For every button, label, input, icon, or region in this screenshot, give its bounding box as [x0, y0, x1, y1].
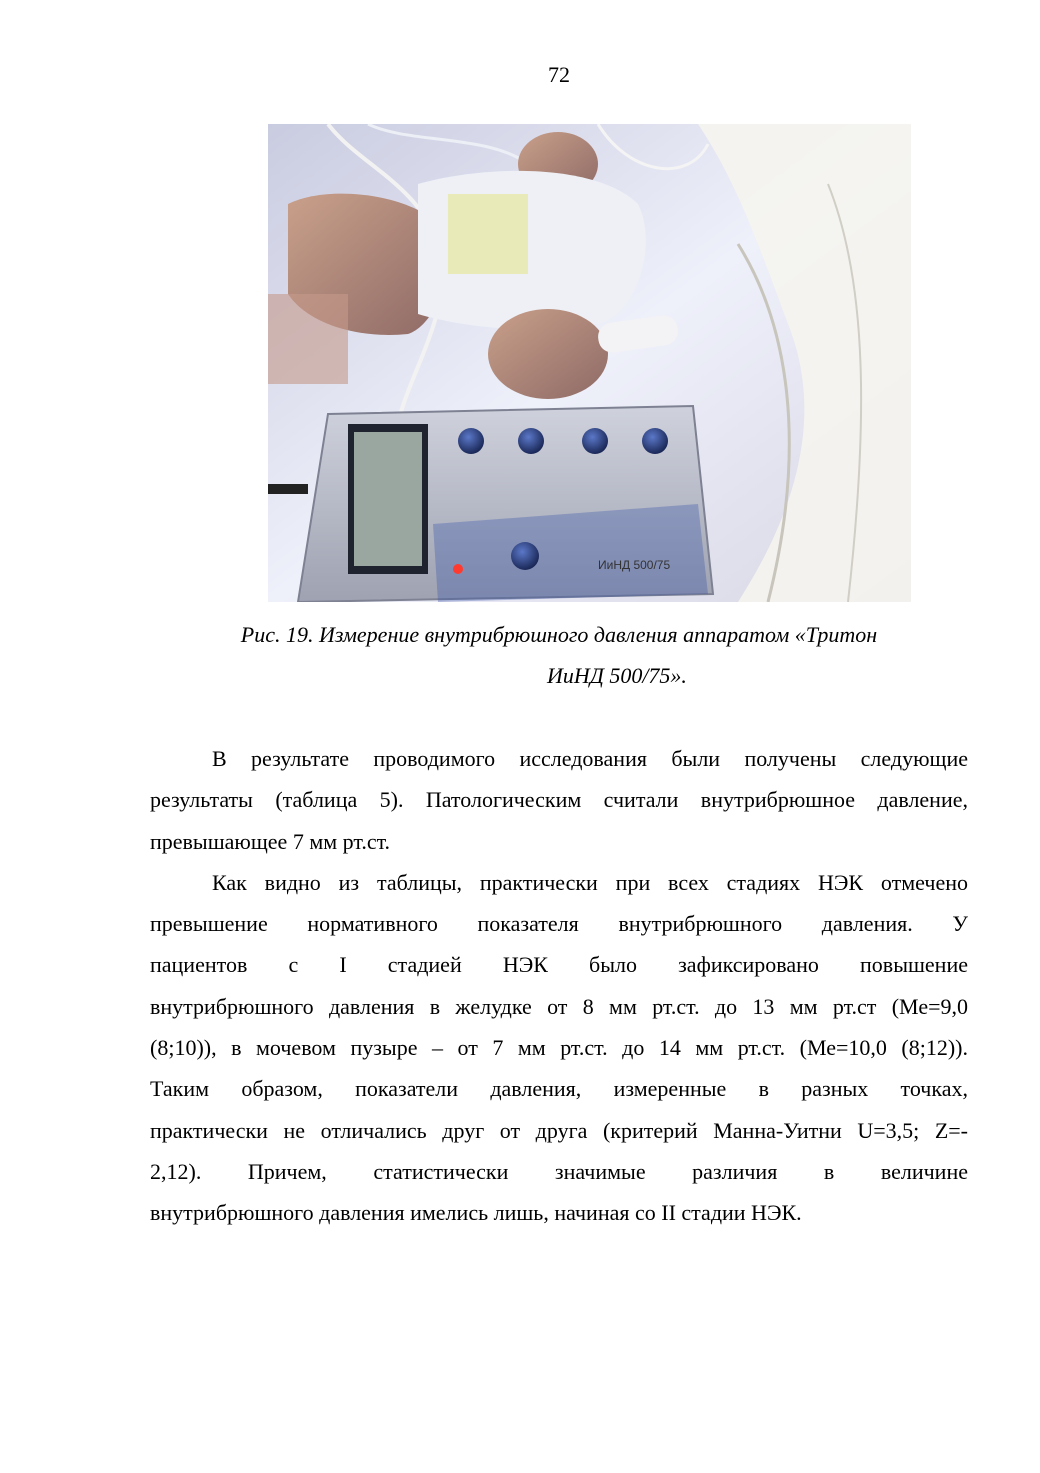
wave-button — [518, 428, 544, 454]
text-line: превышающее 7 мм рт.ст. — [150, 828, 391, 854]
text-line: В результате проводимого исследования были получены следующие — [212, 746, 968, 771]
text-line: внутрибрюшного давления в желудке от 8 мм рт.ст. до 13 мм рт.ст (Ме=9,0 — [150, 993, 968, 1019]
text-line: Как видно из таблицы, практически при всех стадиях НЭК отмечено — [212, 869, 968, 895]
device-model-label: ИиНД 500/75 — [598, 558, 671, 572]
text-line: пациентов с I стадией НЭК было зафиксировано повышение — [150, 952, 968, 978]
paragraph — [150, 738, 968, 862]
text-line: практически не отличались друг от друга (критерий Манна-Уитни U=3,5; Z=- — [150, 1117, 968, 1143]
page-number: 72 — [548, 62, 570, 87]
figure-caption — [150, 614, 968, 696]
infant-leg — [488, 309, 608, 399]
body-text — [150, 738, 968, 1234]
caption-line-2: ИиНД 500/75». — [547, 663, 687, 688]
text-line: внутрибрюшного давления имелись лишь, начиная со II стадии НЭК. — [150, 1200, 802, 1226]
network-led — [453, 564, 463, 574]
zero-button — [642, 428, 668, 454]
text-line: (8;10)), в мочевом пузыре – от 7 мм рт.ст. до 14 мм рт.ст. (Ме=10,0 (8;12)). — [150, 1035, 968, 1061]
text-line: превышение нормативного показателя внутрибрюшного давления. У — [150, 911, 968, 937]
caption-line-1: Рис. 19. Измерение внутрибрюшного давления аппаратом «Тритон — [240, 622, 878, 647]
figure-photo — [268, 124, 911, 602]
pressure-monitor-device — [298, 406, 713, 602]
text-line: результаты (таблица 5). Патологическим считали внутрибрюшное давление, — [150, 787, 968, 813]
units-button — [582, 428, 608, 454]
text-line: Таким образом, показатели давления, измеренные в разных точках, — [150, 1076, 968, 1102]
power-button — [511, 542, 539, 570]
paragraph — [150, 862, 968, 1234]
current-pressure-button — [458, 428, 484, 454]
text-line: 2,12). Причем, статистически значимые различия в величине — [150, 1158, 968, 1184]
